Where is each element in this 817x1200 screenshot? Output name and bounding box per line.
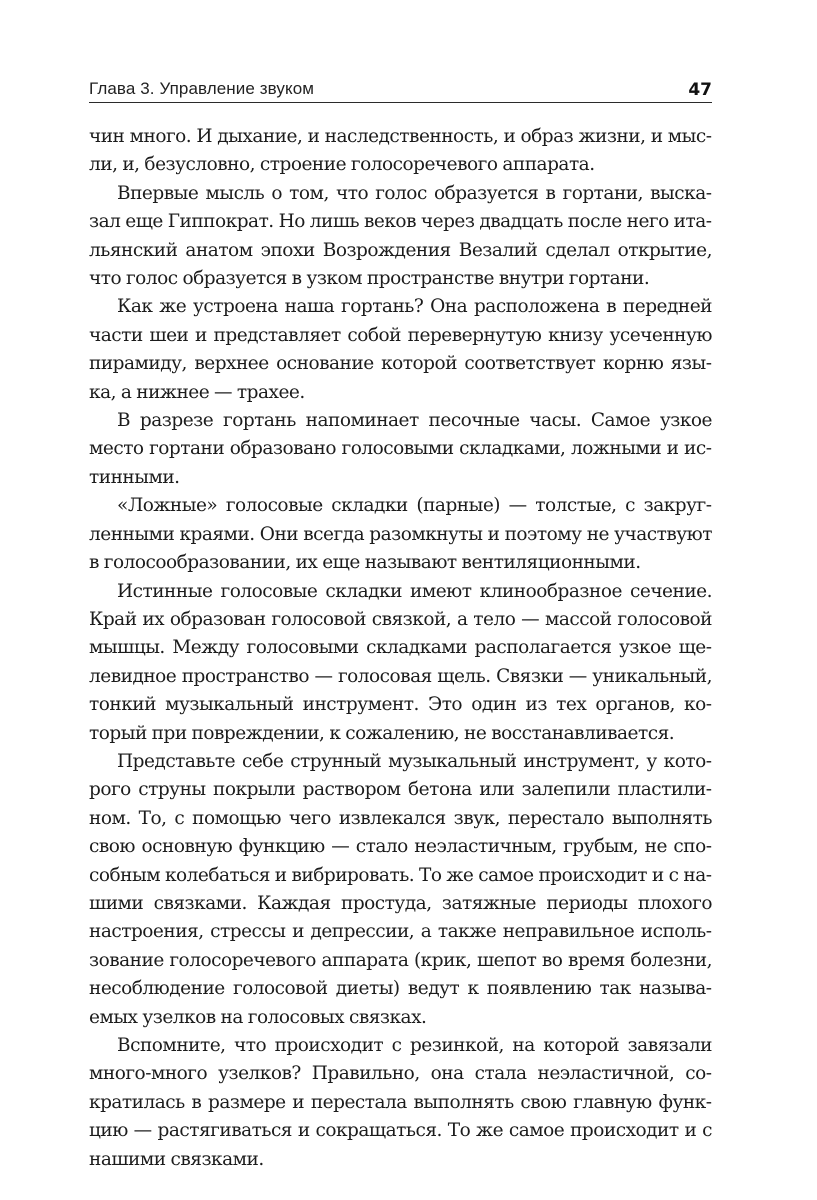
paragraph-8: Вспомните, что происходит с резинкой, на которой завязали много-много узелков? Правильно, она стала неэластичной, сократилась в размере и перестала выполнять свою главную функцию — растягиваться и сокращаться. То же самое происходит и с нашими связками.: [89, 1035, 712, 1170]
paragraph-4: В разрезе гортань напоминает песочные часы. Самое узкое место гортани образовано голосовыми складками, ложными и истинными.: [89, 410, 712, 488]
paragraph-6: Истинные голосовые складки имеют клинообразное сечение. Край их образован голосовой связкой, а тело — массой голосовой мышцы. Между голосовыми складками располагается узкое щелевидное пространство — голосовая щель. Связки — уникальный, тонкий музыкальный инструмент. Это один из тех органов, который при повреждении, к сожалению, не восстанавливается.: [89, 580, 712, 744]
page-number: 47: [688, 80, 712, 100]
body-text: [89, 123, 712, 1174]
paragraph-5: «Ложные» голосовые складки (парные) — толстые, с закругленными краями. Они всегда разомкнуты и поэтому не участвуют в голосообразовании, их еще называют вентиляционными.: [89, 495, 712, 574]
chapter-title: Глава 3. Управление звуком: [89, 79, 315, 98]
paragraph-3: Как же устроена наша гортань? Она расположена в передней части шеи и представляет собой перевернутую книзу усеченную пирамиду, верхнее основание которой соответствует корню языка, а нижнее — трахее.: [89, 296, 712, 403]
running-header: [89, 74, 712, 103]
paragraph-2: Впервые мысль о том, что голос образуется в гортани, высказал еще Гиппократ. Но лишь веков через двадцать после него итальянский анатом эпохи Возрождения Везалий сделал открытие, что голос образуется в узком пространстве внутри гортани.: [89, 182, 712, 290]
paragraph-1: чин много. И дыхание, и наследственность, и образ жизни, и мысли, и, безусловно, строение голосоречевого аппарата.: [89, 126, 712, 176]
paragraph-7: Представьте себе струнный музыкальный инструмент, у которого струны покрыли раствором бетона или залепили пластилином. То, с помощью чего извлекался звук, перестало выполнять свою основную функцию — стало неэластичным, грубым, не способным колебаться и вибрировать. То же самое происходит и с нашими связками. Каждая простуда, затяжные периоды плохого настроения, стрессы и депрессии, а также неправильное использование голосоречевого аппарата (крик, шепот во время болезни, несоблюдение голосовой диеты) ведут к появлению так называемых узелков на голосовых связках.: [89, 750, 712, 1028]
